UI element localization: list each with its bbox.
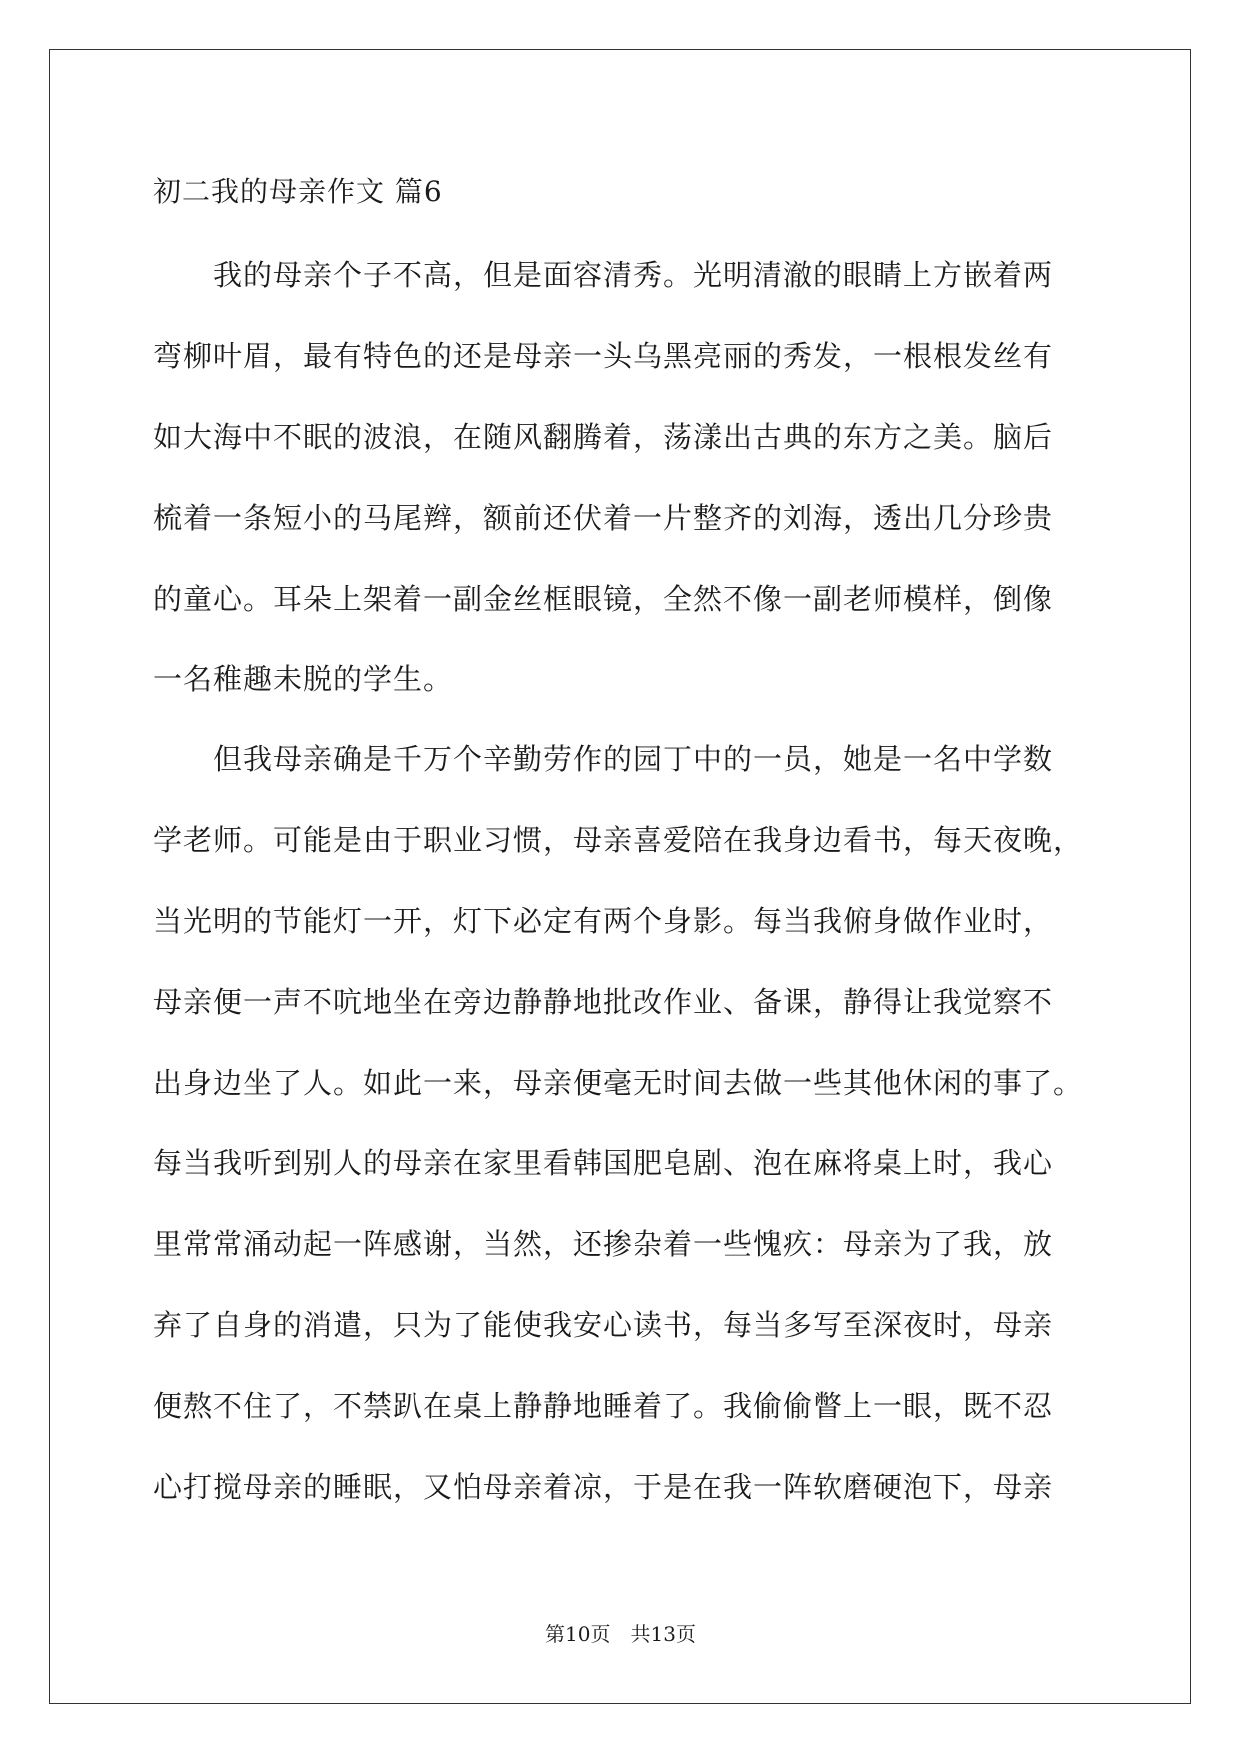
text-line: 学老师。可能是由于职业习惯，母亲喜爱陪在我身边看书，每天夜晚， — [153, 823, 1084, 857]
text-line: 出身边坐了人。如此一来，母亲便毫无时间去做一些其他休闲的事了。 — [153, 1066, 1084, 1100]
text-line: 每当我听到别人的母亲在家里看韩国肥皂剧、泡在麻将桌上时，我心 — [153, 1146, 1054, 1180]
text-line: 心打搅母亲的睡眠，又怕母亲着凉，于是在我一阵软磨硬泡下，母亲 — [153, 1470, 1054, 1504]
text-line: 弯柳叶眉，最有特色的还是母亲一头乌黑亮丽的秀发，一根根发丝有 — [153, 339, 1054, 373]
text-line: 弃了自身的消遣，只为了能使我安心读书，每当多写至深夜时，母亲 — [153, 1308, 1054, 1342]
document-title: 初二我的母亲作文 篇6 — [153, 175, 443, 208]
page-border — [49, 49, 1191, 1704]
text-line: 如大海中不眠的波浪，在随风翻腾着，荡漾出古典的东方之美。脑后 — [153, 420, 1054, 454]
text-line: 梳着一条短小的马尾辫，额前还伏着一片整齐的刘海，透出几分珍贵 — [153, 501, 1054, 535]
text-line: 当光明的节能灯一开，灯下必定有两个身影。每当我俯身做作业时， — [153, 904, 1054, 938]
text-line: 一名稚趣未脱的学生。 — [153, 662, 454, 696]
text-line: 母亲便一声不吭地坐在旁边静静地批改作业、备课，静得让我觉察不 — [153, 985, 1054, 1019]
page-number-footer: 第10页 共13页 — [545, 1622, 696, 1646]
text-line: 的童心。耳朵上架着一副金丝框眼镜，全然不像一副老师模样，倒像 — [153, 582, 1054, 616]
text-line: 但我母亲确是千万个辛勤劳作的园丁中的一员，她是一名中学数 — [153, 742, 1054, 776]
text-line: 便熬不住了，不禁趴在桌上静静地睡着了。我偷偷瞥上一眼，既不忍 — [153, 1389, 1054, 1423]
text-line: 我的母亲个子不高，但是面容清秀。光明清澈的眼睛上方嵌着两 — [153, 258, 1054, 292]
text-line: 里常常涌动起一阵感谢，当然，还掺杂着一些愧疚：母亲为了我，放 — [153, 1227, 1054, 1261]
